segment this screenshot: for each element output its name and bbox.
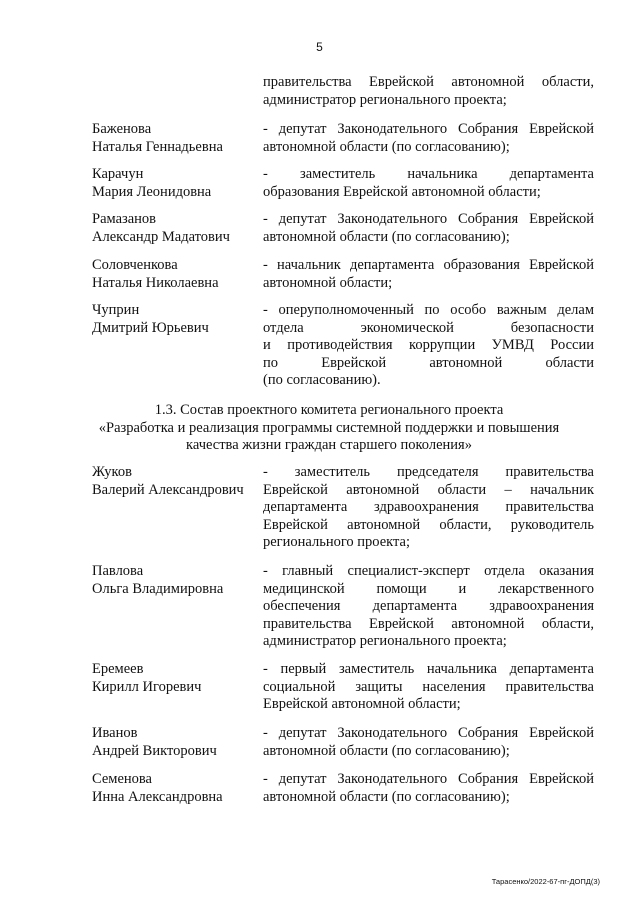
member-surname: Иванов	[92, 725, 138, 741]
member-name	[92, 211, 262, 246]
member-role	[263, 725, 594, 760]
document-footer-code: Тарасенко/2022-67-пг-ДОПД(3)	[491, 877, 600, 886]
member-name	[92, 257, 262, 292]
page-number: 5	[316, 40, 323, 54]
member-role	[263, 464, 594, 552]
role-line: Еврейской автономной области;	[263, 696, 461, 712]
role-line: - начальник департамента образования Еврейской	[263, 257, 594, 273]
role-line: - оперуполномоченный по особо важным делам	[263, 302, 594, 318]
member-role	[263, 661, 594, 714]
member-given-name: Наталья Николаевна	[92, 274, 219, 291]
continuation-text	[263, 74, 594, 109]
member-name	[92, 563, 262, 598]
role-line: правительства Еврейской автономной области,	[263, 615, 594, 632]
role-line: (по согласованию).	[263, 372, 381, 388]
role-line: регионального проекта;	[263, 534, 410, 550]
member-role	[263, 563, 594, 651]
role-line: обеспечения департамента здравоохранения	[263, 598, 594, 614]
role-line: - заместитель председателя правительства	[263, 464, 594, 480]
role-line: - депутат Законодательного Собрания Еврейской	[263, 121, 594, 137]
member-given-name: Дмитрий Юрьевич	[92, 319, 209, 336]
role-line: образования Еврейской автономной области;	[263, 183, 541, 200]
member-given-name: Мария Леонидовна	[92, 183, 212, 200]
role-line: Еврейской автономной области – начальник	[263, 481, 594, 498]
member-name	[92, 661, 262, 696]
continuation-line: администратор регионального проекта;	[263, 91, 507, 108]
role-line: - депутат Законодательного Собрания Еврейской	[263, 211, 594, 227]
role-line: автономной области (по согласованию);	[263, 228, 510, 245]
member-given-name: Валерий Александрович	[92, 481, 244, 498]
member-role	[263, 257, 594, 292]
member-role	[263, 166, 594, 201]
member-surname: Еремеев	[92, 661, 144, 677]
role-line: медицинской помощи и лекарственного	[263, 580, 594, 597]
member-given-name: Ольга Владимировна	[92, 580, 224, 597]
member-name	[92, 771, 262, 806]
role-line: - депутат Законодательного Собрания Еврейской	[263, 771, 594, 787]
member-surname: Чуприн	[92, 302, 140, 318]
member-given-name: Александр Мадатович	[92, 228, 230, 245]
member-surname: Рамазанов	[92, 211, 157, 227]
role-line: - депутат Законодательного Собрания Еврейской	[263, 725, 594, 741]
member-role	[263, 211, 594, 246]
member-name	[92, 725, 262, 760]
member-given-name: Инна Александровна	[92, 788, 223, 805]
member-given-name: Кирилл Игоревич	[92, 678, 202, 695]
member-name	[92, 302, 262, 337]
continuation-line: правительства Еврейской автономной области,	[263, 74, 594, 90]
role-line: отдела экономической безопасности	[263, 319, 594, 336]
section-heading-line: 1.3. Состав проектного комитета регионального проекта	[154, 402, 504, 418]
role-line: и противодействия коррупции УМВД России	[263, 337, 594, 353]
role-line: социальной защиты населения правительства	[263, 678, 594, 695]
section-heading	[60, 402, 598, 455]
member-role	[263, 771, 594, 806]
role-line: автономной области (по согласованию);	[263, 138, 510, 155]
role-line: департамента здравоохранения правительства	[263, 499, 594, 515]
member-surname: Семенова	[92, 771, 152, 787]
section-heading-line: «Разработка и реализация программы системной поддержки и повышения	[98, 419, 560, 436]
role-line: Еврейской автономной области, руководитель	[263, 516, 594, 533]
role-line: автономной области;	[263, 274, 393, 291]
member-surname: Павлова	[92, 563, 144, 579]
role-line: - заместитель начальника департамента	[263, 166, 594, 182]
section-heading-line: качества жизни граждан старшего поколения»	[186, 437, 472, 453]
role-line: - главный специалист-эксперт отдела оказания	[263, 563, 594, 579]
role-line: - первый заместитель начальника департамента	[263, 661, 594, 677]
member-name	[92, 464, 262, 499]
member-surname: Карачун	[92, 166, 144, 182]
role-line: администратор регионального проекта;	[263, 633, 507, 649]
member-surname: Соловченкова	[92, 257, 178, 273]
member-given-name: Андрей Викторович	[92, 742, 217, 759]
member-name	[92, 121, 262, 156]
member-role	[263, 302, 594, 390]
member-name	[92, 166, 262, 201]
member-role	[263, 121, 594, 156]
member-surname: Баженова	[92, 121, 152, 137]
role-line: по Еврейской автономной области	[263, 354, 594, 371]
role-line: автономной области (по согласованию);	[263, 788, 510, 805]
role-line: автономной области (по согласованию);	[263, 742, 510, 759]
member-surname: Жуков	[92, 464, 132, 480]
member-given-name: Наталья Геннадьевна	[92, 138, 223, 155]
